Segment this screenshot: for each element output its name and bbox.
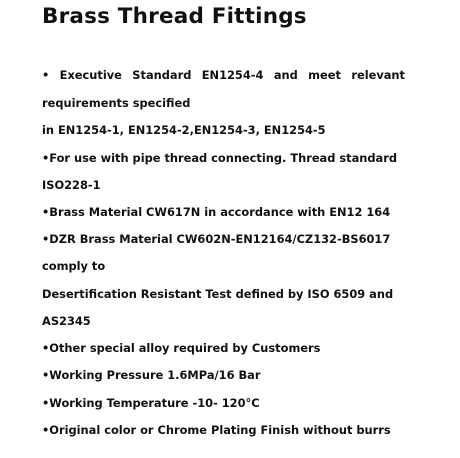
spec-line: •Other special alloy required by Customers bbox=[42, 341, 321, 355]
page-title: Brass Thread Fittings bbox=[42, 4, 307, 29]
spec-line: •Working Pressure 1.6MPa/16 Bar bbox=[42, 368, 261, 382]
spec-line: •Working Temperature -10- 120°C bbox=[42, 396, 260, 410]
spec-line: in EN1254-1, EN1254-2,EN1254-3, EN1254-5 bbox=[42, 123, 326, 137]
spec-line: •DZR Brass Material CW602N-EN12164/CZ132-BS6017 bbox=[42, 232, 391, 246]
spec-line: requirements specified bbox=[42, 96, 191, 110]
spec-line: comply to bbox=[42, 259, 106, 273]
spec-line: •For use with pipe thread connecting. Thread standard bbox=[42, 151, 397, 165]
spec-line: AS2345 bbox=[42, 314, 91, 328]
spec-line: Desertification Resistant Test defined by ISO 6509 and bbox=[42, 287, 394, 301]
spec-line: ISO228-1 bbox=[42, 178, 101, 192]
spec-line: • Executive Standard EN1254-4 and meet relevant bbox=[42, 68, 405, 82]
spec-line: •Original color or Chrome Plating Finish without burrs bbox=[42, 423, 391, 437]
spec-line: •Brass Material CW617N in accordance with EN12 164 bbox=[42, 205, 391, 219]
